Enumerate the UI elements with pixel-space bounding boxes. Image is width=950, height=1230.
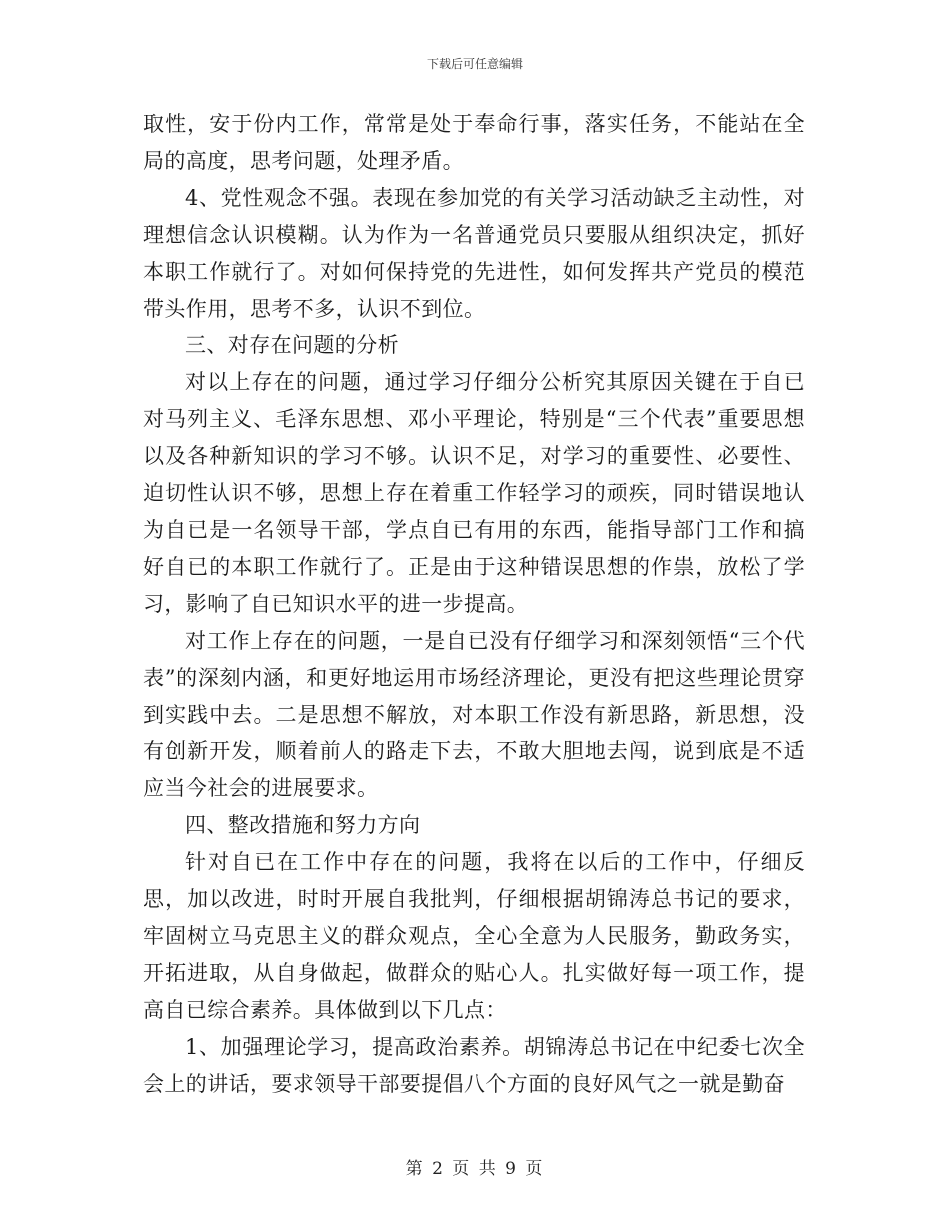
paragraph-continuation: 取性，安于份内工作，常常是处于奉命行事，落实任务，不能站在全局的高度，思考问题，处理矛盾。 xyxy=(143,112,805,173)
section-heading-rectification: 四、整改措施和努力方向 xyxy=(185,813,421,838)
paragraph-rectification-intro: 针对自已在工作中存在的问题，我将在以后的工作中，仔细反思，加以改进，时时开展自我批判，仔细根据胡锦涛总书记的要求，牢固树立马克思主义的群众观点，全心全意为人民服务，勤政务实，开拓进取，从自身做起，做群众的贴心人。扎实做好每一项工作，提高自已综合素养。具体做到以下几点： xyxy=(143,850,805,1022)
section-heading-analysis: 三、对存在问题的分析 xyxy=(185,333,399,358)
paragraph-theory-study: 1、加强理论学习，提高政治素养。胡锦涛总书记在中纪委七次全会上的讲话，要求领导干部要提倡八个方面的良好风气之一就是勤奋 xyxy=(143,1034,805,1096)
document-body xyxy=(143,106,805,1102)
page-header-note: 下载后可任意编辑 xyxy=(426,57,523,71)
paragraph-party-spirit: 4、党性观念不强。表现在参加党的有关学习活动缺乏主动性，对理想信念认识模糊。认为作为一名普通党员只要服从组织决定，抓好本职工作就行了。对如何保持党的先进性，如何发挥共产党员的模范带头作用，思考不多，认识不到位。 xyxy=(143,185,805,321)
page-number-footer: 第 2 页 共 9 页 xyxy=(405,1159,545,1179)
paragraph-analysis-study: 对以上存在的问题，通过学习仔细分公析究其原因关键在于自已对马列主义、毛泽东思想、邓小平理论，特别是“三个代表”重要思想以及各种新知识的学习不够。认识不足，对学习的重要性、必要性、迫切性认识不够，思想上存在着重工作轻学习的顽疾，同时错误地认为自已是一名领导干部，学点自已有用的东西，能指导部门工作和搞好自已的本职工作就行了。正是由于这种错误思想的作祟，放松了学习，影响了自已知识水平的进一步提高。 xyxy=(143,370,805,616)
paragraph-analysis-work: 对工作上存在的问题，一是自已没有仔细学习和深刻领悟“三个代表”的深刻内涵，和更好地运用市场经济理论，更没有把这些理论贯穿到实践中去。二是思想不解放，对本职工作没有新思路，新思想，没有创新开发，顺着前人的路走下去，不敢大胆地去闯，说到底是不适应当今社会的进展要求。 xyxy=(143,628,805,801)
